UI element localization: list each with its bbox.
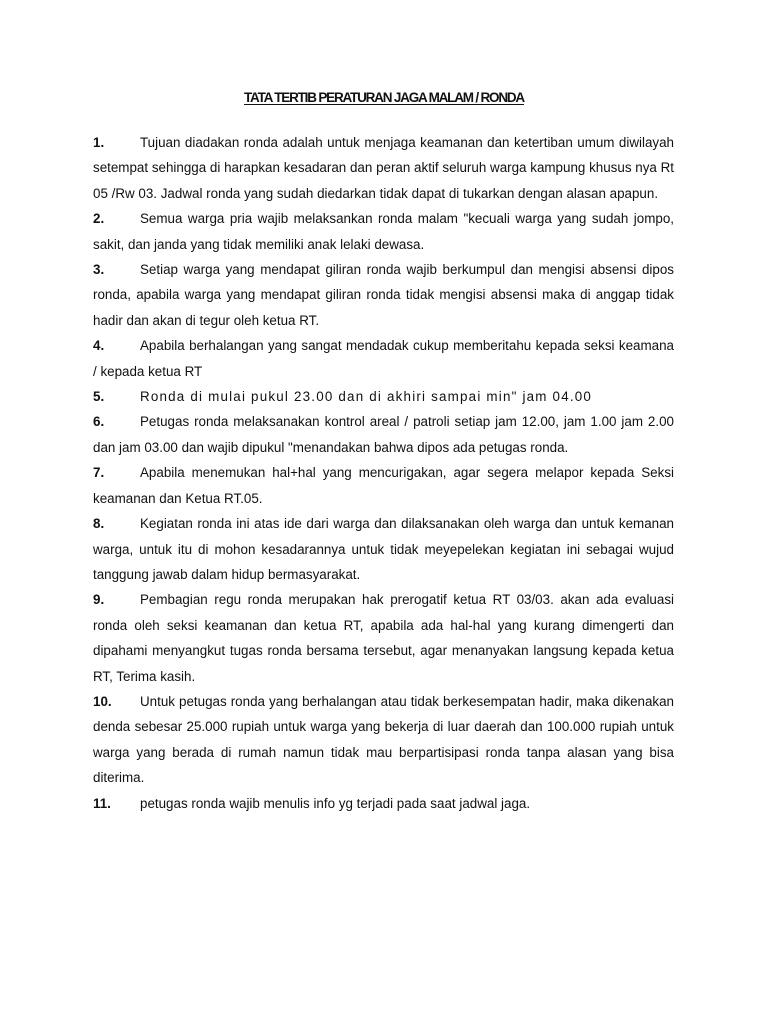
- rule-text: Untuk petugas ronda yang berhalangan atau tidak berkesempatan hadir, maka dikenakan denda sebesar 25.000 rupiah untuk warga yang bekerja di luar daerah dan 100.000 rupiah untuk warga yang berada di rumah namun tidak mau berpartisipasi ronda tanpa alasan yang bisa diterima.: [93, 693, 674, 786]
- rule-number: 6.: [93, 414, 105, 430]
- rule-number: 3.: [93, 262, 105, 278]
- rule-text: Apabila menemukan hal+hal yang mencurigakan, agar segera melapor kepada Seksi keamanan dan Ketua RT.05.: [93, 465, 674, 506]
- rule-number: 5.: [93, 389, 105, 405]
- rule-item-5: [93, 384, 674, 409]
- rule-text: Apabila berhalangan yang sangat mendadak cukup memberitahu kepada seksi keamana / kepada ketua RT: [93, 338, 674, 379]
- rule-item-10: [93, 689, 674, 791]
- rule-text: Pembagian regu ronda merupakan hak prerogatif ketua RT 03/03. akan ada evaluasi ronda oleh seksi keamanan dan ketua RT, apabila ada hal-hal yang kurang dimengerti dan dipahami menyangkut tugas ronda bersama tersebut, agar menanyakan langsung kepada ketua RT, Terima kasih.: [93, 592, 674, 684]
- rule-number: 8.: [93, 516, 105, 532]
- rule-item-6: [93, 409, 674, 460]
- rule-item-4: [93, 333, 674, 384]
- rule-item-2: [93, 206, 674, 257]
- rules-list: [93, 130, 674, 816]
- rule-text: Kegiatan ronda ini atas ide dari warga dan dilaksanakan oleh warga dan untuk kemanan warga, untuk itu di mohon kesadarannya untuk tidak meyepelekan kegiatan ini sebagai wujud tanggung jawab dalam hidup bermasyarakat.: [93, 516, 674, 582]
- rule-text: Setiap warga yang mendapat giliran ronda wajib berkumpul dan mengisi absensi dipos ronda, apabila warga yang mendapat giliran ronda tidak mengisi absensi maka di anggap tidak hadir dan akan di tegur oleh ketua RT.: [93, 262, 674, 328]
- rule-item-3: [93, 257, 674, 333]
- rule-text: Ronda di mulai pukul 23.00 dan di akhiri sampai min" jam 04.00: [140, 389, 593, 405]
- rule-item-9: [93, 587, 674, 689]
- rule-item-8: [93, 511, 674, 587]
- rule-number: 4.: [93, 338, 105, 354]
- rule-number: 7.: [93, 465, 105, 481]
- rule-item-11: [93, 791, 674, 816]
- rule-number: 9.: [93, 592, 105, 608]
- rule-number: 1.: [93, 135, 105, 150]
- rule-number: 11.: [93, 795, 111, 811]
- rule-item-7: [93, 460, 674, 511]
- rule-text: Tujuan diadakan ronda adalah untuk menjaga keamanan dan ketertiban umum diwilayah setempat sehingga di harapkan kesadaran dan peran aktif seluruh warga kampung khusus nya Rt 05 /Rw 03. Jadwal ronda yang sudah diedarkan tidak dapat di tukarkan dengan alasan apapun.: [93, 135, 674, 201]
- rule-number: 10.: [93, 693, 112, 709]
- document-title: TATA TERTIB PERATURAN JAGA MALAM / RONDA: [244, 90, 524, 105]
- rule-text: Semua warga pria wajib melaksankan ronda malam "kecuali warga yang sudah jompo, sakit, dan janda yang tidak memiliki anak lelaki dewasa.: [93, 211, 674, 252]
- rule-text: petugas ronda wajib menulis info yg terjadi pada saat jadwal jaga.: [140, 795, 531, 811]
- rule-text: Petugas ronda melaksanakan kontrol areal / patroli setiap jam 12.00, jam 1.00 jam 2.00 dan jam 03.00 dan wajib dipukul "menandakan bahwa dipos ada petugas ronda.: [93, 414, 674, 455]
- rule-number: 2.: [93, 211, 105, 227]
- rule-item-1: [93, 130, 674, 206]
